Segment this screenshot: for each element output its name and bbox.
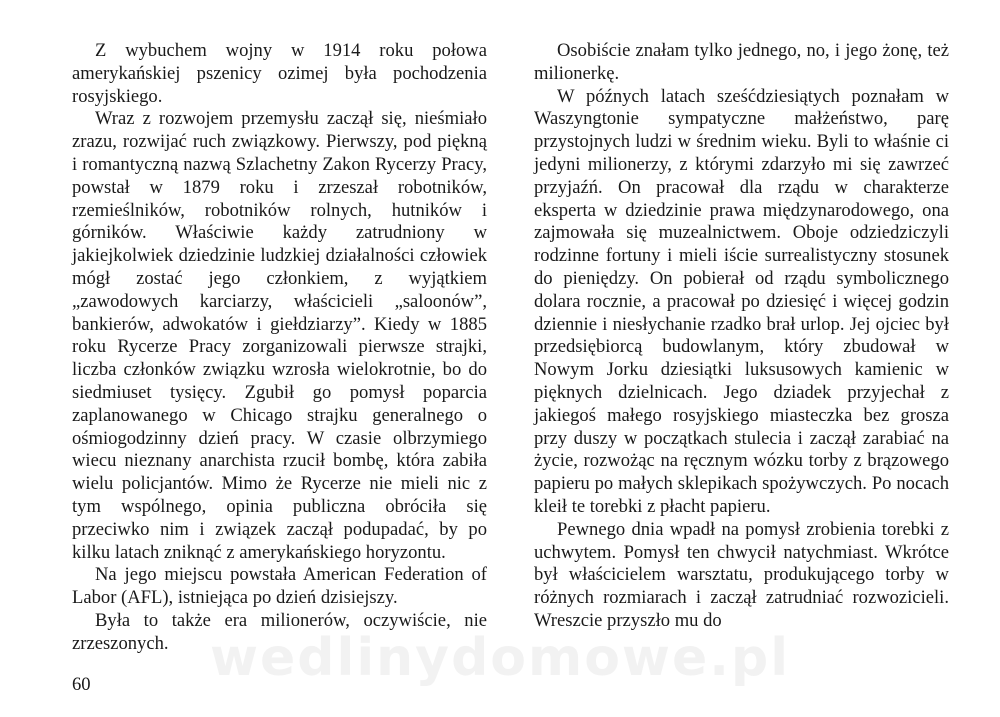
watermark: wedlinydomowe.pl: [209, 628, 791, 688]
paragraph: Pewnego dnia wpadł na pomysł zrobienia torebki z uchwytem. Pomysł ten chwycił natychmiast. Wkrótce był właścicielem warsztatu, produkującego torby w różnych rozmiarach i zaczął zatrudniać rozwozicieli. Wreszcie przyszło mu do: [534, 518, 949, 631]
paragraph: Była to także era milionerów, oczywiście, nie zrzeszonych.: [72, 609, 487, 654]
paragraph: Na jego miejscu powstała American Federation of Labor (AFL), istniejąca po dzień dzisiejszy.: [72, 564, 487, 609]
page-number: 60: [72, 674, 91, 695]
paragraph: Osobiście znałam tylko jednego, no, i jego żonę, też milionerkę.: [534, 40, 949, 84]
paragraph: W późnych latach sześćdziesiątych poznałam w Waszyngtonie sympatyczne małżeństwo, parę przystojnych ludzi w średnim wieku. Byli to właśnie ci jedyni milionerzy, z którymi zdarzyło mi się zawrzeć przyjaźń. On pracował dla rządu w charakterze eksperta w dziedzinie prawa międzynarodowego, ona zajmowała się muzealnictwem. Oboje odziedziczyli rodzinne fortuny i mieli iście surrealistyczny stosunek do pieniędzy. On pobierał od rządu symbolicznego dolara rocznie, a pracował po dziesięć i więcej godzin dziennie i niesłychanie rzadko brał urlop. Jej ojciec był przedsiębiorcą budowlanym, który zbudował w Nowym Jorku dziesiątki luksusowych kamienic w pięknych dzielnicach. Jego dziadek przyjechał z jakiegoś małego rosyjskiego miasteczka bez grosza przy duszy w początkach stulecia i zaczął zarabiać na życie, rozwożąc na ręcznym wózku torby z brązowego papieru po małych sklepikach spożywczych. Po nocach kleił te torebki z płacht papieru.: [534, 85, 949, 517]
paragraph: Z wybuchem wojny w 1914 roku połowa amerykańskiej pszenicy ozimej była pochodzenia rosyjskiego.: [72, 40, 487, 107]
left-column: [72, 40, 487, 656]
right-column: [534, 40, 949, 633]
paragraph: Wraz z rozwojem przemysłu zaczął się, nieśmiało zrazu, rozwijać ruch związkowy. Pierwszy, pod piękną i romantyczną nazwą Szlachetny Zakon Rycerzy Pracy, powstał w 1879 roku i zrzeszał robotników, rzemieślników, robotników rolnych, hutników i górników. Właściwie każdy zatrudniony w jakiejkolwiek dziedzinie ludzkiej działalności człowiek mógł zostać jego członkiem, z wyjątkiem „zawodowych karciarzy, właścicieli „saloonów”, bankierów, adwokatów i giełdziarzy”. Kiedy w 1885 roku Rycerze Pracy zorganizowali pierwsze strajki, liczba członków związku wzrosła wielokrotnie, bo do siedmiuset tysięcy. Zgubił go pomysł poparcia zaplanowanego w Chicago strajku generalnego o ośmiogodzinny dzień pracy. W czasie olbrzymiego wiecu nieznany anarchista rzucił bombę, która zabiła wielu policjantów. Mimo że Rycerze nie mieli nic z tym wspólnego, opinia publiczna obróciła się przeciwko nim i związek zaczął podupadać, by po kilku latach zniknąć z amerykańskiego horyzontu.: [72, 108, 487, 563]
